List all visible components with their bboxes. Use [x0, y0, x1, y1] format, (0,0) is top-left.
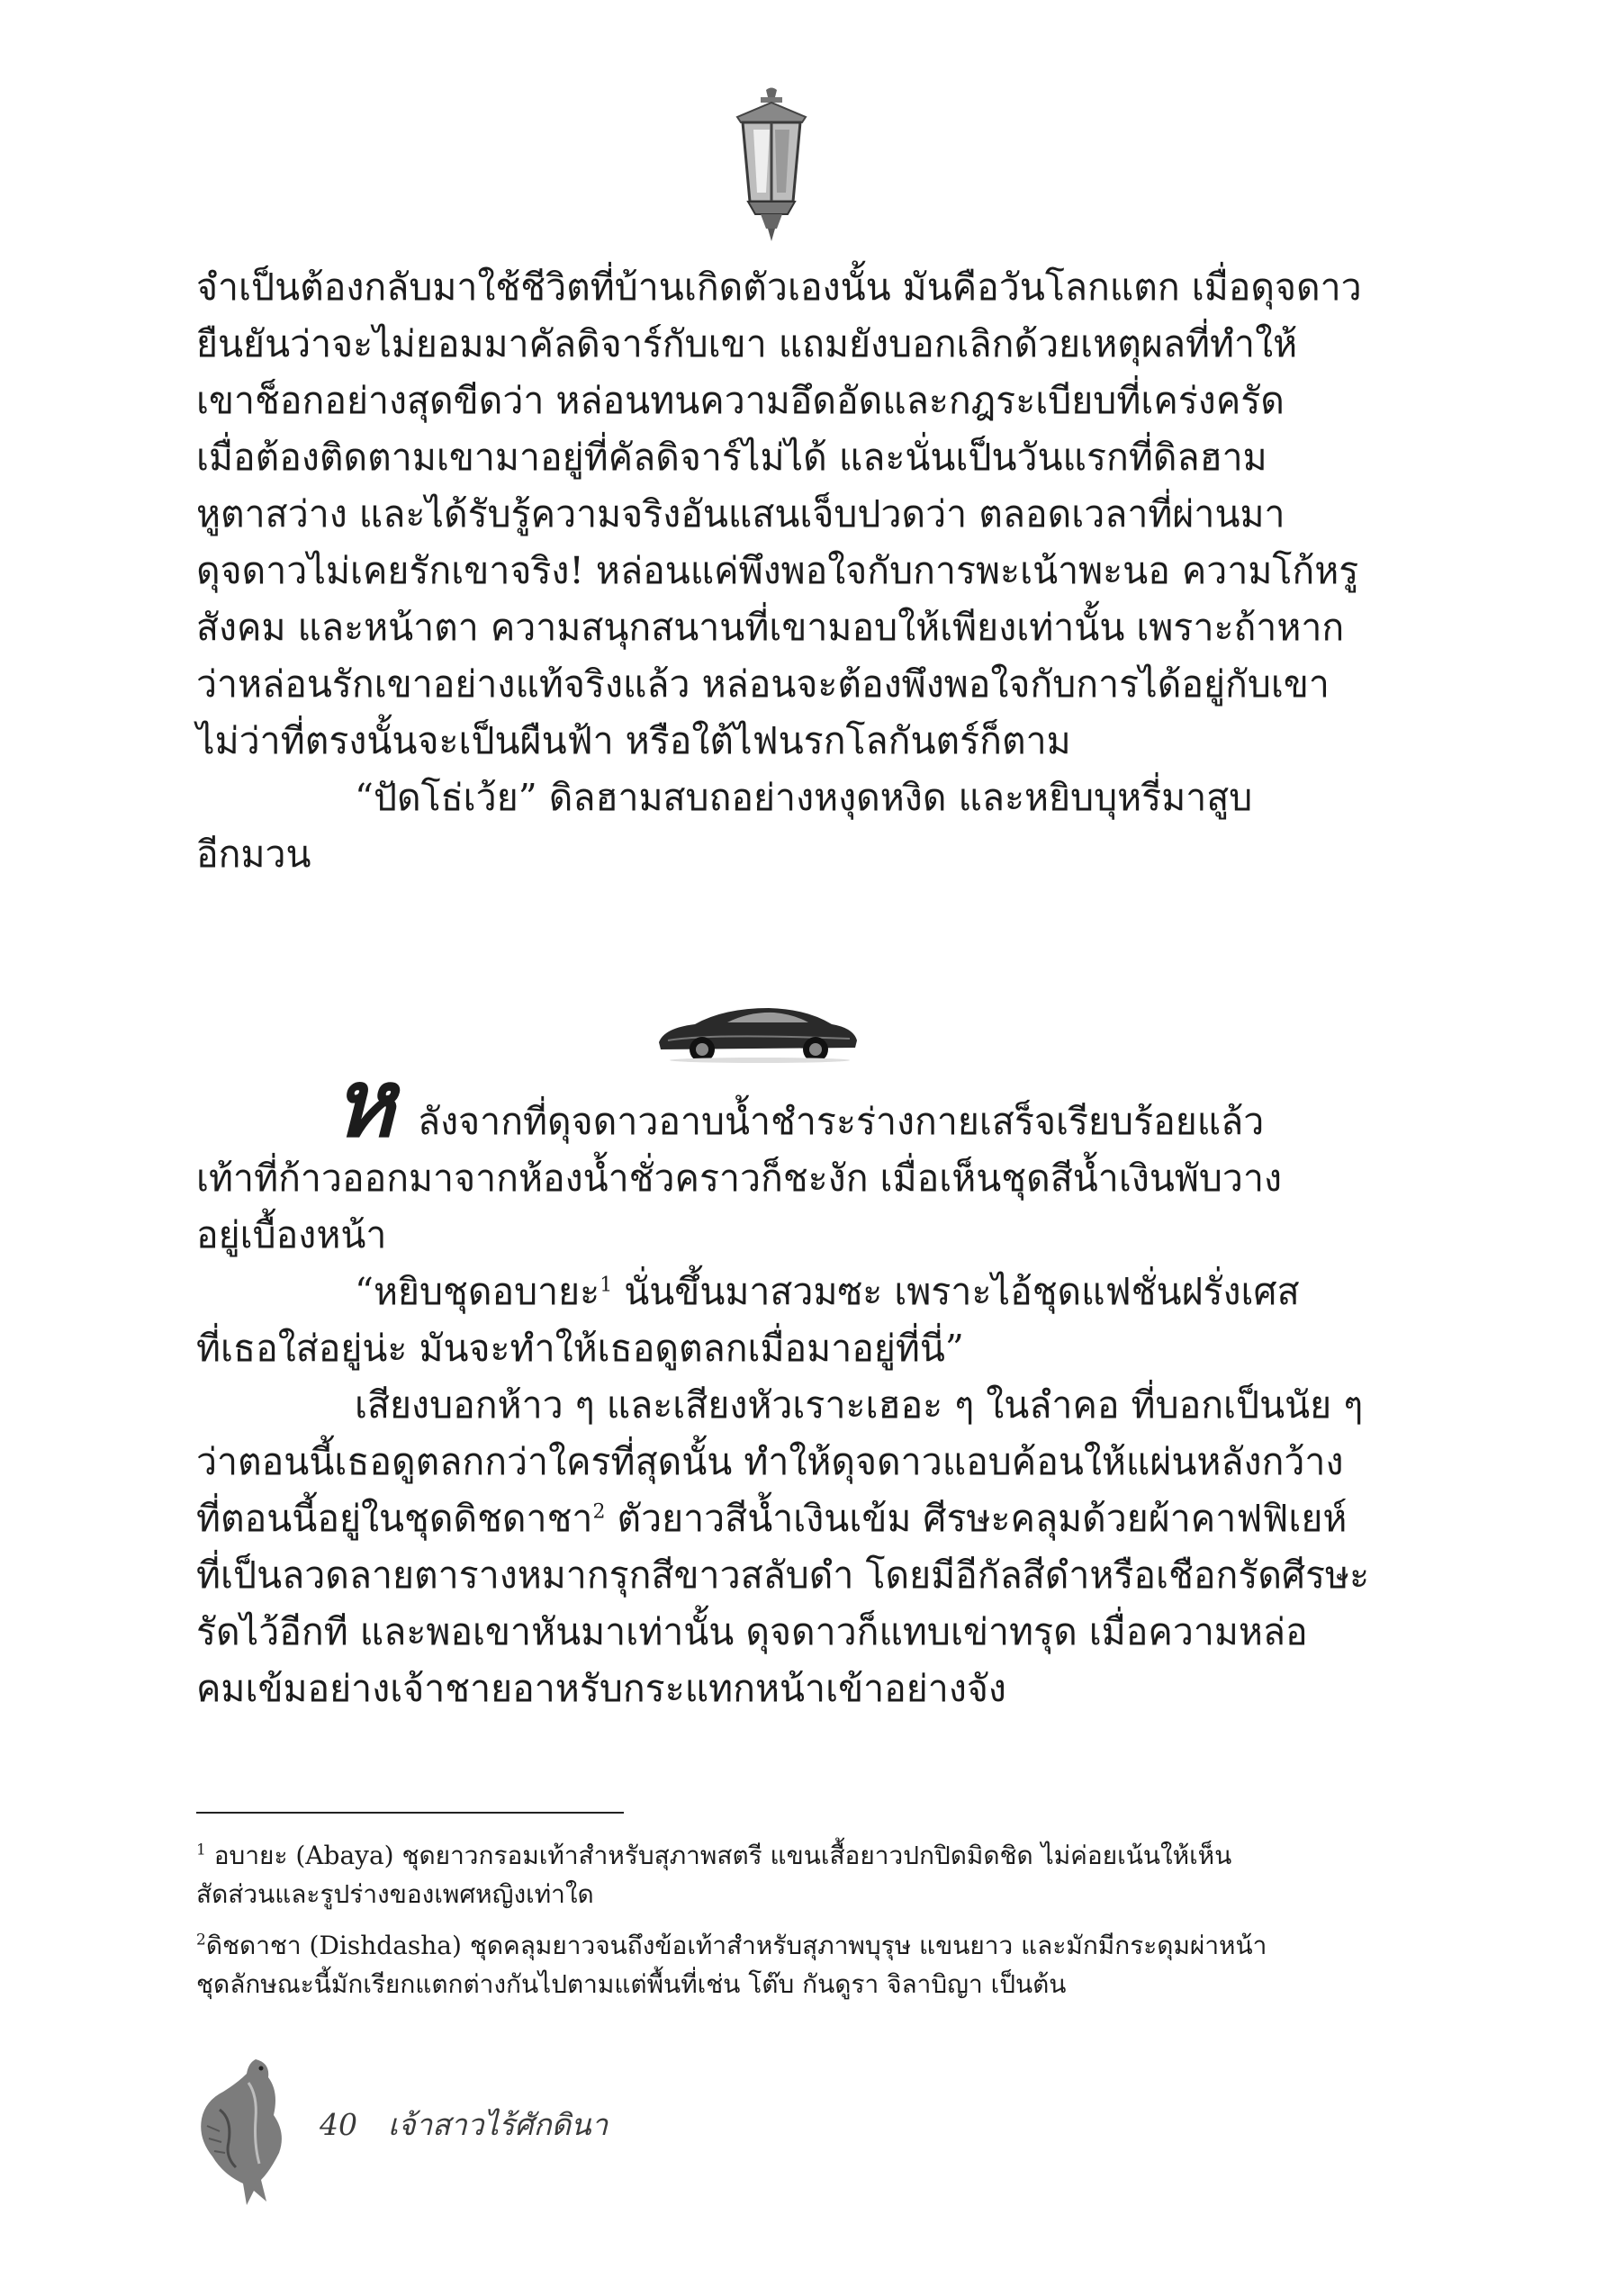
footnotes — [196, 1836, 1332, 2016]
footnote-line — [196, 1926, 1332, 1965]
text-line: ยืนยันว่าจะไม่ยอมมาคัลดิจาร์กับเขา แถมยังบอกเลิกด้วยเหตุผลที่ทำให้ — [196, 322, 1298, 365]
text-segment: ลังจากที่ดุจดาวอาบน้ำชำระร่างกายเสร็จเรียบร้อยแล้ว — [418, 1100, 1265, 1143]
text-line: เท้าที่ก้าวออกมาจากห้องน้ำชั่วคราวก็ชะงัก เมื่อเห็นชุดสีน้ำเงินพับวาง — [196, 1157, 1282, 1200]
text-segment: “หยิบชุดอบายะ — [355, 1270, 600, 1313]
text-line: เมื่อต้องติดตามเขามาอยู่ที่คัลดิจาร์ไม่ได้ และนั่นเป็นวันแรกที่ดิลฮาม — [196, 436, 1267, 479]
drop-cap: ห — [333, 1049, 395, 1158]
text-line: รัดไว้อีกที และพอเขาหันมาเท่านั้น ดุจดาวก็แทบเข่าทรุด เมื่อความหล่อ — [196, 1610, 1308, 1653]
footnote-line: ชุดลักษณะนี้มักเรียกแตกต่างกันไปตามแต่พื้นที่เช่น โต๊บ กันดูรา จิลาบิญา เป็นต้น — [196, 1969, 1067, 1999]
lantern-icon — [725, 86, 818, 244]
text-line: หูตาสว่าง และได้รับรู้ความจริงอันแสนเจ็บปวดว่า ตลอดเวลาที่ผ่านมา — [196, 492, 1285, 536]
text-line: ว่าตอนนี้เธอดูตลกกว่าใครที่สุดนั้น ทำให้ดุจดาวแอบค้อนให้แผ่นหลังกว้าง — [196, 1440, 1344, 1483]
text-line: เขาช็อกอย่างสุดขีดว่า หล่อนทนความอึดอัดและกฎระเบียบที่เคร่งครัด — [196, 379, 1285, 422]
text-line: จำเป็นต้องกลับมาใช้ชีวิตที่บ้านเกิดตัวเองนั้น มันคือวันโลกแตก เมื่อดุจดาว — [196, 266, 1362, 309]
text-line: ที่เป็นลวดลายตารางหมากรุกสีขาวสลับดำ โดยมีอีกัลสีดำหรือเชือกรัดศีรษะ — [196, 1553, 1370, 1597]
text-line: คมเข้มอย่างเจ้าชายอาหรับกระแทกหน้าเข้าอย่างจัง — [196, 1667, 1006, 1710]
eagle-icon — [193, 2056, 292, 2207]
text-line: “ปัดโธ่เว้ย” ดิลฮามสบถอย่างหงุดหงิด และหยิบบุหรี่มาสูบ — [355, 776, 1253, 819]
text-line: ดุจดาวไม่เคยรักเขาจริง! หล่อนแค่พึงพอใจกับการพะเน้าพะนอ ความโก้หรู — [196, 549, 1359, 592]
footnote-line — [196, 1836, 1332, 1875]
text-segment: ตัวยาวสีน้ำเงินเข้ม ศีรษะคลุมด้วยผ้าคาฟฟิเยห์ — [605, 1497, 1348, 1540]
footnote-ref[interactable]: 2 — [592, 1500, 606, 1524]
page-footer — [320, 2101, 608, 2148]
text-line: เสียงบอกห้าว ๆ และเสียงหัวเราะเฮอะ ๆ ในลำคอ ที่บอกเป็นนัย ๆ — [355, 1383, 1364, 1427]
page-number: 40 — [320, 2107, 357, 2142]
footnote-ref[interactable]: 1 — [600, 1274, 613, 1297]
chapter-text-bottom — [196, 1049, 1370, 1717]
text-segment: นั่นขึ้นมาสวมซะ เพราะไอ้ชุดแฟชั่นฝรั่งเศส — [612, 1270, 1300, 1313]
text-line: อยู่เบื้องหน้า — [196, 1213, 387, 1256]
text-line: ว่าหล่อนรักเขาอย่างแท้จริงแล้ว หล่อนจะต้องพึงพอใจกับการได้อยู่กับเขา — [196, 662, 1330, 706]
footnote-text: อบายะ (Abaya) ชุดยาวกรอมเท้าสำหรับสุภาพสตรี แขนเสื้อยาวปกปิดมิดชิด ไม่ค่อยเน้นให้เห็น — [205, 1841, 1232, 1870]
footnote — [196, 1926, 1332, 2003]
text-line — [196, 1490, 1348, 1547]
footnote-mark: 2 — [196, 1931, 206, 1949]
text-line: ที่เธอใส่อยู่น่ะ มันจะทำให้เธอดูตลกเมื่อมาอยู่ที่นี่” — [196, 1327, 964, 1370]
text-line: อีกมวน — [196, 833, 311, 876]
text-line — [196, 1049, 1332, 1158]
footnote — [196, 1836, 1332, 1913]
text-segment: ที่ตอนนี้อยู่ในชุดดิชดาชา — [196, 1497, 593, 1540]
text-line — [196, 1264, 1332, 1320]
footnote-mark: 1 — [196, 1841, 206, 1859]
text-line: ไม่ว่าที่ตรงนั้นจะเป็นผืนฟ้า หรือใต้ไฟนรกโลกันตร์ก็ตาม — [196, 719, 1071, 762]
chapter-text-top — [196, 259, 1362, 883]
footnote-text: ดิชดาชา (Dishdasha) ชุดคลุมยาวจนถึงข้อเท้าสำหรับสุภาพบุรุษ แขนยาว และมักมีกระดุมผ่าหน้า — [205, 1931, 1267, 1960]
footnote-line: สัดส่วนและรูปร่างของเพศหญิงเท่าใด — [196, 1879, 594, 1909]
text-line: สังคม และหน้าตา ความสนุกสนานที่เขามอบให้เพียงเท่านั้น เพราะถ้าหาก — [196, 606, 1345, 649]
footnote-rule — [196, 1812, 624, 1814]
book-title: เจ้าสาวไร้ศักดินา — [388, 2107, 609, 2142]
car-icon — [655, 1001, 861, 1064]
